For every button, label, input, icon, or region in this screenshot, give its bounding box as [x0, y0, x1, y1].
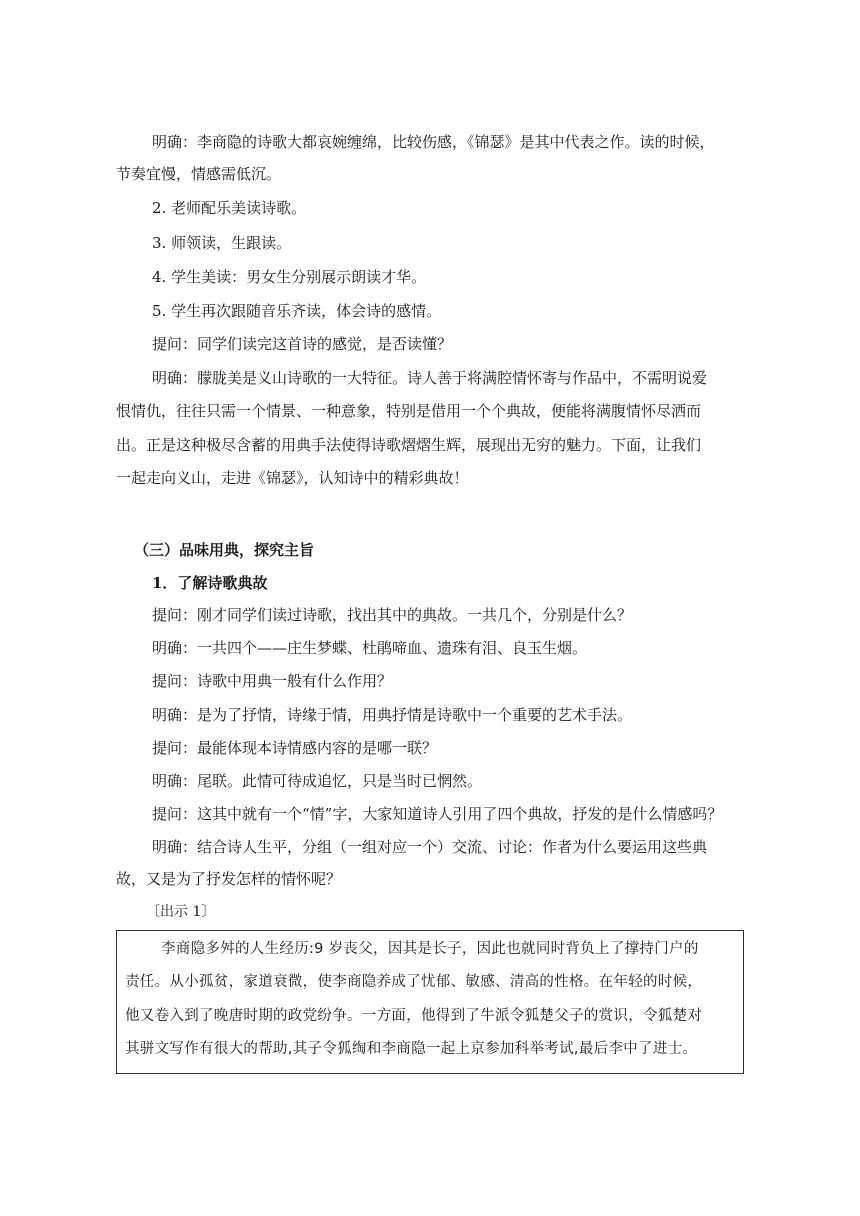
box-line: 李商隐多舛的人生经历:9 岁丧父，因其是长子，因此也就同时背负上了撑持门户的	[161, 941, 699, 957]
paragraph-line: 提问：最能体现本诗情感内容的是哪一联？	[152, 739, 438, 757]
section-heading: （三）品味用典，探究主旨	[134, 541, 315, 559]
paragraph-line: 明确：一共四个——庄生梦蝶、杜鹃啼血、遗珠有泪、良玉生烟。	[152, 639, 588, 657]
paragraph-line: 恨情仇，往往只需一个情景、一种意象，特别是借用一个个典故，便能将满腹情怀尽洒而	[116, 402, 702, 420]
paragraph-line: 提问：这其中就有一个“情”字，大家知道诗人引用了四个典故，抒发的是什么情感吗？	[152, 805, 723, 823]
box-line: 责任。从小孤贫，家道衰微，使李商隐养成了忧郁、敏感、清高的性格。在年轻的时候，	[125, 974, 703, 990]
paragraph-line: 一起走向义山，走进《锦瑟》，认知诗中的精彩典故！	[116, 469, 469, 487]
exhibit-label: 〔出示 1〕	[146, 904, 216, 920]
paragraph-line: 提问：刚才同学们读过诗歌，找出其中的典故。一共几个，分别是什么？	[152, 606, 633, 624]
paragraph-line: 出。正是这种极尽含蓄的用典手法使得诗歌熠熠生辉，展现出无穷的魅力。下面，让我们	[116, 436, 702, 454]
box-line: 其骈文写作有很大的帮助,其子令狐绹和李商隐一起上京参加科举考试,最后李中了进士。	[125, 1041, 698, 1057]
paragraph-line: 提问：同学们读完这首诗的感觉，是否读懂？	[152, 335, 453, 353]
paragraph-line: 明确：朦胧美是义山诗歌的一大特征。诗人善于将满腔情怀寄与作品中，不需明说爱	[152, 369, 708, 387]
list-item: 3. 师领读，生跟读。	[152, 234, 292, 252]
box-line: 他又卷入到了晚唐时期的政党纷争。一方面，他得到了牛派令狐楚父子的赏识，令狐楚对	[125, 1008, 703, 1024]
paragraph-line: 明确：是为了抒情，诗缘于情，用典抒情是诗歌中一个重要的艺术手法。	[152, 706, 633, 724]
paragraph-line: 明确：李商隐的诗歌大都哀婉缠绵，比较伤感，《锦瑟》是其中代表之作。读的时候，	[152, 133, 715, 151]
paragraph-line: 提问：诗歌中用典一般有什么作用？	[152, 672, 393, 690]
list-item: 2. 老师配乐美读诗歌。	[152, 199, 307, 217]
paragraph-line: 明确：尾联。此情可待成追忆，只是当时已惘然。	[152, 772, 483, 790]
paragraph-line: 故，又是为了抒发怎样的情怀呢？	[116, 870, 342, 888]
list-item: 5. 学生再次跟随音乐齐读，体会诗的感情。	[152, 302, 442, 320]
subsection-heading: 1．了解诗歌典故	[152, 574, 268, 592]
exhibit-box	[116, 930, 744, 1074]
list-item: 4. 学生美读：男女生分别展示朗读才华。	[152, 268, 427, 286]
paragraph-line: 节奏宜慢，情感需低沉。	[116, 165, 282, 183]
paragraph-line: 明确：结合诗人生平，分组（一组对应一个）交流、讨论：作者为什么要运用这些典	[152, 838, 708, 856]
